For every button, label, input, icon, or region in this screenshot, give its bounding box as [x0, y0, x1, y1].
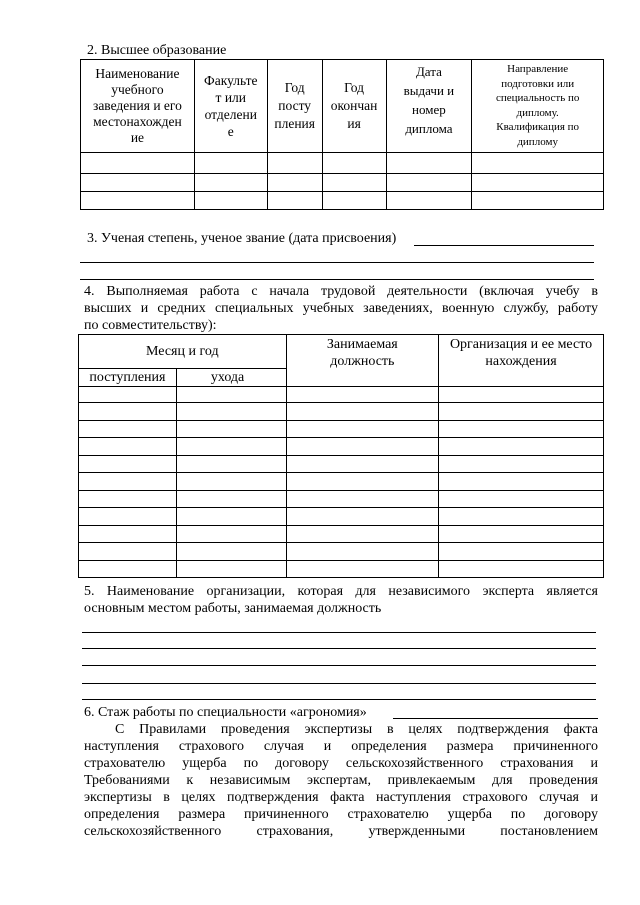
paragraph-line: сельскохозяйственного страхования, утвержденными постановлением — [84, 824, 598, 839]
header-month-year: Месяц и год — [79, 335, 287, 369]
table-row — [79, 561, 604, 578]
paragraph-line: определения размера причиненного страхователю ущерба по договору — [84, 807, 598, 822]
paragraph-line: экспертизы в целях подтверждения факта наступления страхового случая и — [84, 790, 598, 805]
fill-line[interactable] — [82, 699, 596, 700]
paragraph-line: страхователю ущерба по договору сельскохозяйственного страхования и — [84, 756, 598, 771]
header-start: поступления — [79, 369, 177, 387]
table-row — [79, 387, 604, 403]
table-row — [79, 491, 604, 508]
table-row — [79, 438, 604, 456]
table-row — [79, 508, 604, 526]
header-year-graduation: Год окончан ия — [322, 60, 386, 153]
table-row — [79, 543, 604, 561]
fill-line[interactable] — [82, 665, 596, 666]
paragraph-line: С Правилами проведения экспертизы в целях подтверждения факта — [115, 722, 598, 737]
section4-line-3: по совместительству): — [84, 318, 217, 333]
section5-line-1: 5. Наименование организации, которая для независимого эксперта является — [84, 584, 598, 599]
table-row — [79, 526, 604, 543]
fill-line[interactable] — [414, 245, 594, 246]
table-row — [81, 153, 604, 174]
table-row — [79, 456, 604, 473]
fill-line[interactable] — [393, 718, 598, 719]
section4-line-2: высших и средних специальных учебных заведениях, военную службу, работу — [84, 301, 598, 316]
section3-label: 3. Ученая степень, ученое звание (дата присвоения) — [87, 231, 397, 246]
header-direction: Направление подготовки или специальность по диплому. Квалификация по диплому — [472, 60, 604, 153]
fill-line[interactable] — [82, 648, 596, 649]
section6-title: 6. Стаж работы по специальности «агрономия» — [84, 705, 367, 720]
section4-line-1: 4. Выполняемая работа с начала трудовой деятельности (включая учебу в — [84, 284, 598, 299]
fill-line[interactable] — [82, 632, 596, 633]
table-row — [79, 473, 604, 491]
header-organization: Организация и ее место нахождения — [439, 335, 604, 387]
section5-line-2: основным местом работы, занимаемая должность — [84, 601, 382, 616]
fill-line[interactable] — [82, 683, 596, 684]
work-table — [78, 334, 604, 578]
fill-line[interactable] — [80, 262, 594, 263]
section2-title: 2. Высшее образование — [87, 43, 227, 58]
header-institution: Наименование учебного заведения и его местонахожден ие — [81, 60, 195, 153]
header-end: ухода — [176, 369, 286, 387]
table-row — [79, 421, 604, 438]
paragraph-line: наступления страхового случая и определения размера причиненного — [84, 739, 598, 754]
header-faculty: Факульте т или отделени е — [194, 60, 267, 153]
header-position: Занимаемая должность — [286, 335, 439, 387]
header-year-entry: Год посту пления — [267, 60, 322, 153]
paragraph-line: Требованиями к независимым экспертам, привлекаемым для проведения — [84, 773, 598, 788]
table-row — [79, 403, 604, 421]
fill-line[interactable] — [80, 279, 594, 280]
table-row — [81, 192, 604, 210]
table-row — [81, 174, 604, 192]
education-table — [80, 59, 604, 210]
header-diploma: Дата выдачи и номер диплома — [386, 60, 472, 153]
